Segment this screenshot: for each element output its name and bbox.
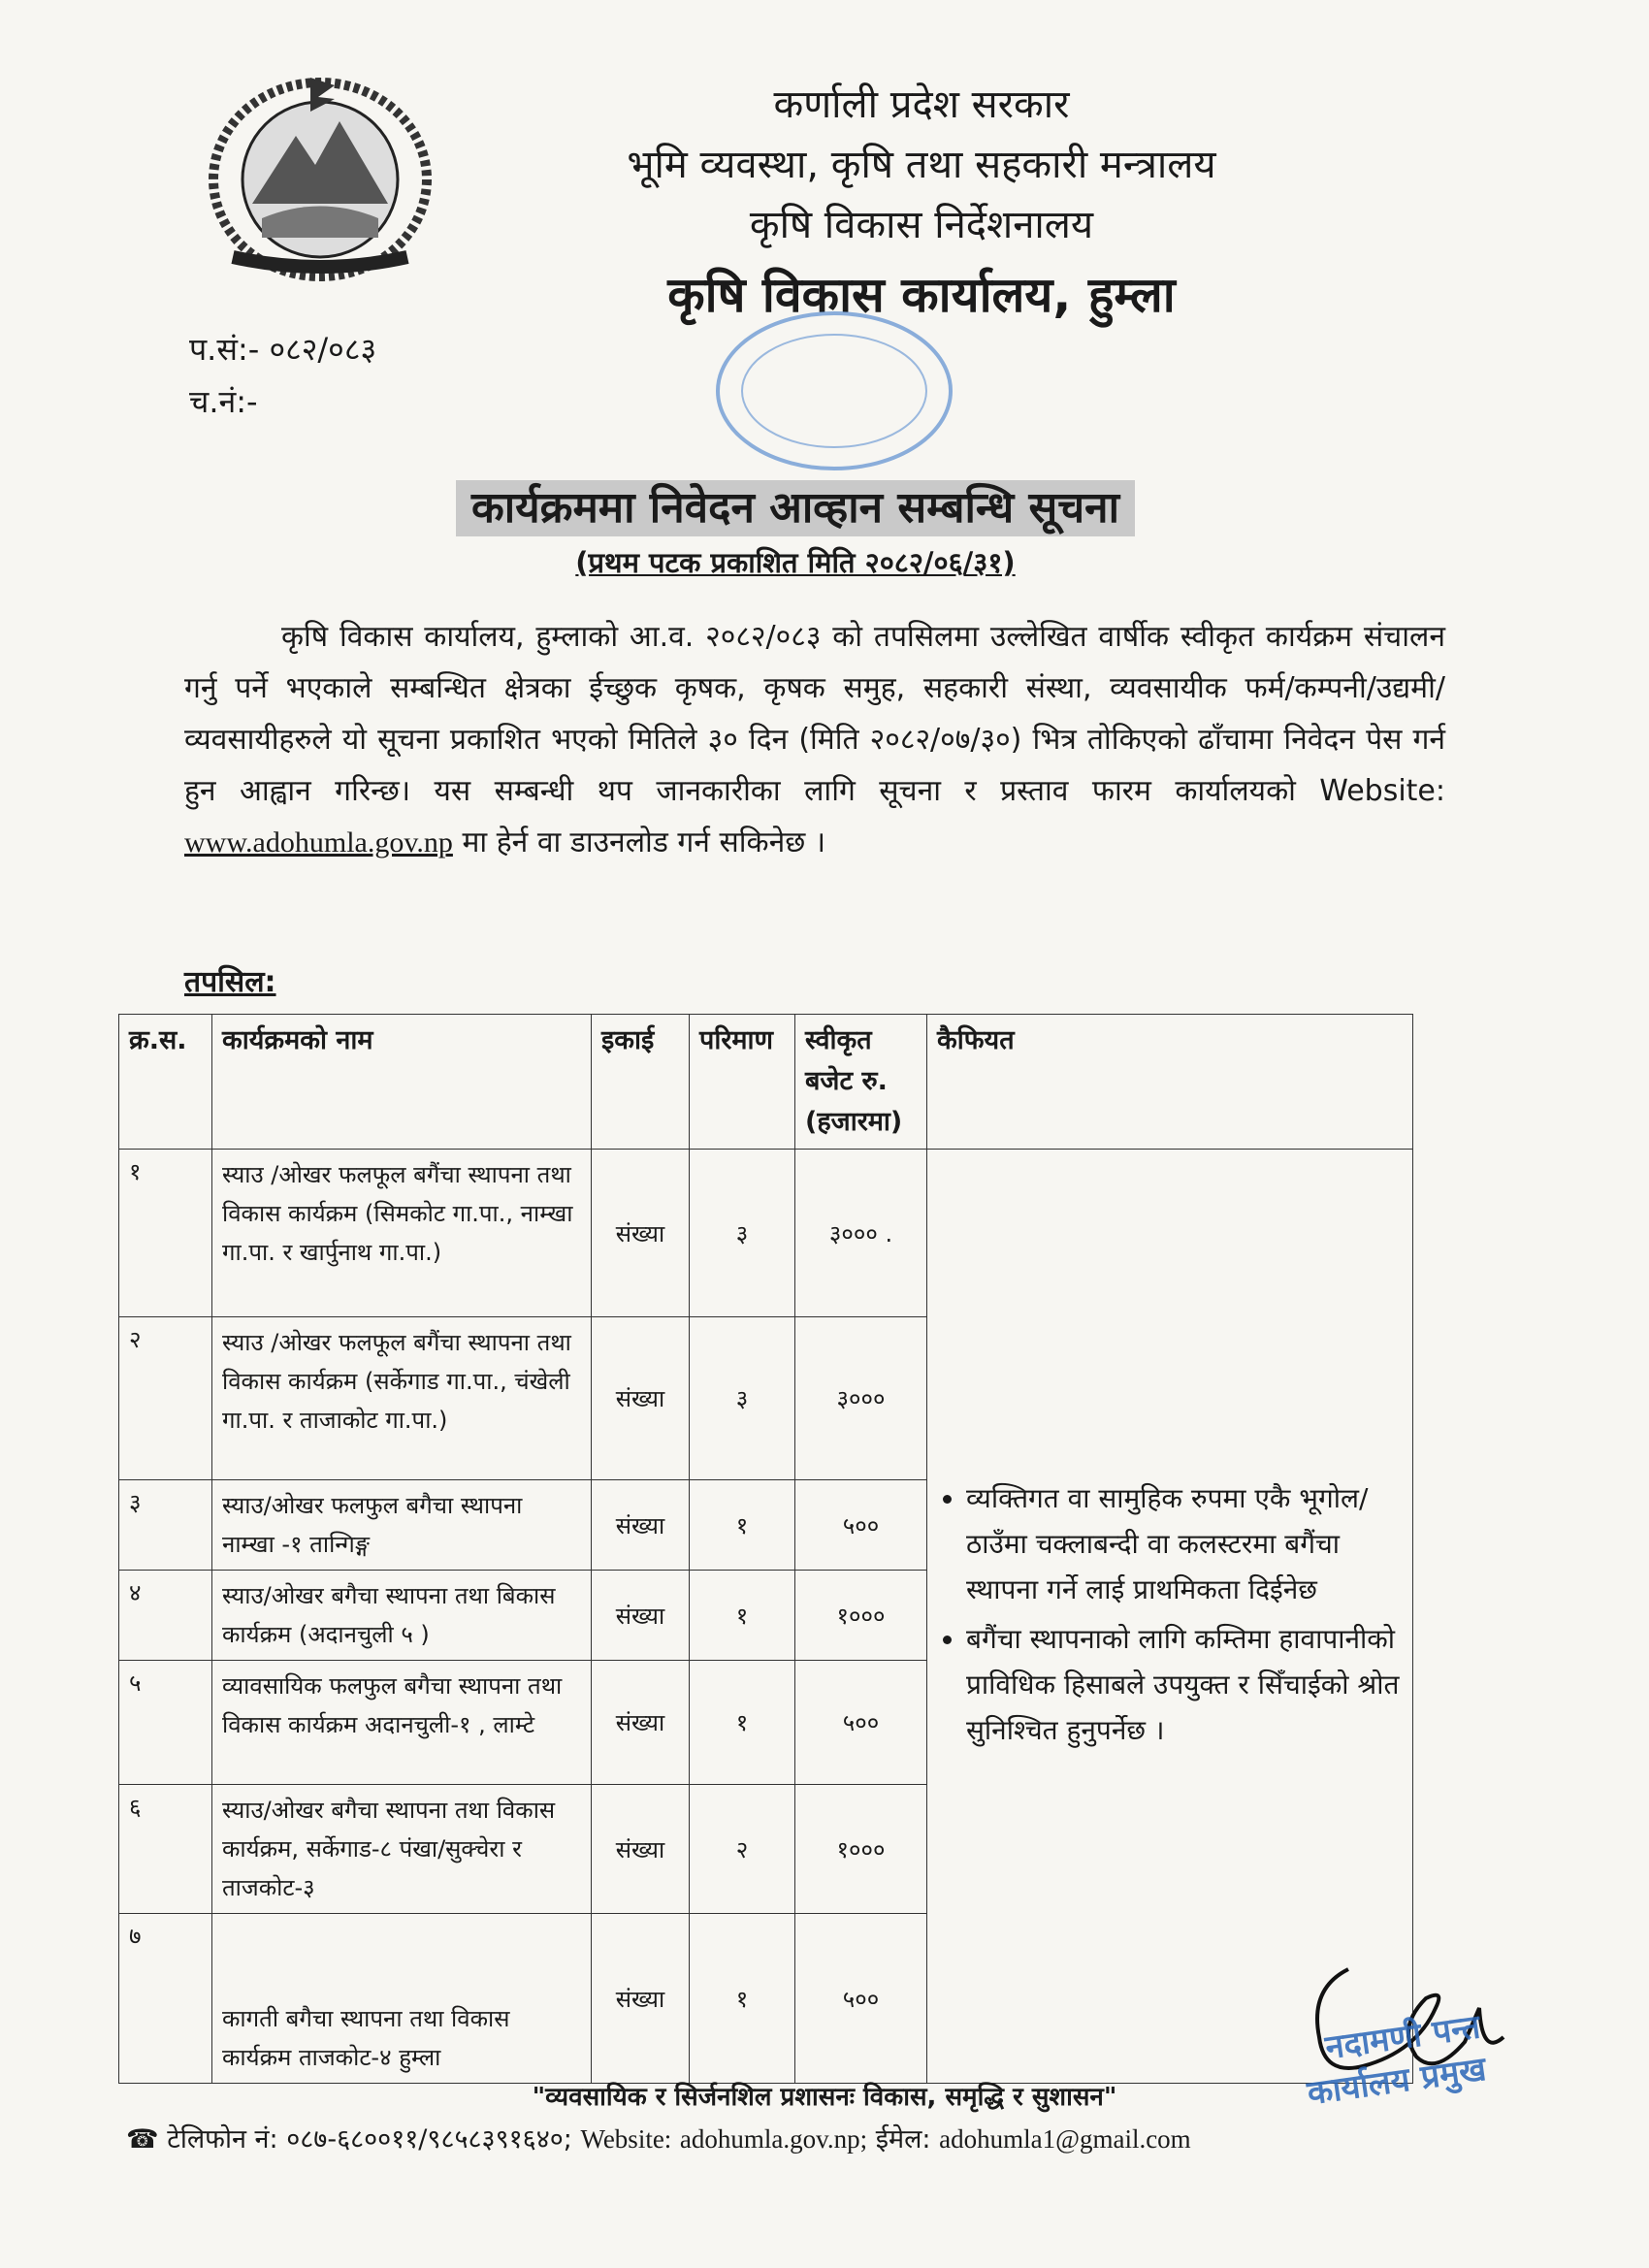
government-name: कर्णाली प्रदेश सरकार <box>773 82 1070 127</box>
row-name: व्यावसायिक फलफुल बगैचा स्थापना तथा विकास कार्यक्रम अदानचुली-१ , लाम्टे <box>212 1661 592 1785</box>
notice-body <box>184 611 1445 868</box>
row-budget: ३००० . <box>795 1150 927 1317</box>
row-qty: १ <box>690 1480 795 1571</box>
row-budget: ३००० <box>795 1317 927 1480</box>
row-budget: १००० <box>795 1571 927 1661</box>
row-name: कागती बगैचा स्थापना तथा विकास कार्यक्रम ताजकोट-४ हुम्ला <box>212 1914 592 2084</box>
row-budget: १००० <box>795 1785 927 1914</box>
row-unit: संख्या <box>592 1150 690 1317</box>
ministry-name: भूमि व्यवस्था, कृषि तथा सहकारी मन्त्रालय <box>627 143 1216 187</box>
officer-designation: कार्यालय प्रमुख <box>1305 2049 1489 2114</box>
col-name: कार्यक्रमको नाम <box>212 1015 592 1150</box>
row-qty: २ <box>690 1785 795 1914</box>
directorate-name: कृषि विकास निर्देशनालय <box>749 203 1094 247</box>
contact-line <box>126 2120 1191 2155</box>
row-sn: २ <box>119 1317 212 1480</box>
col-unit: इकाई <box>592 1015 690 1150</box>
program-table <box>118 1014 1413 2084</box>
row-unit: संख्या <box>592 1914 690 2084</box>
office-motto: "व्यवसायिक र सिर्जनशिल प्रशासनः विकास, समृद्धि र सुशासन" <box>532 2083 1117 2112</box>
remark-item: • व्यक्तिगत वा सामुहिक रुपमा एकै भूगोल/ठाउँमा चक्लाबन्दी वा कलस्टरमा बगैंचा स्थापना गर्ने लाई प्राथमिकता दिईनेछ <box>966 1475 1403 1612</box>
row-qty: ३ <box>690 1150 795 1317</box>
col-remarks: कैफियत <box>927 1015 1413 1150</box>
letter-number: प.सं:- ०८२/०८३ <box>189 331 377 368</box>
notice-title: कार्यक्रममा निवेदन आव्हान सम्बन्धि सूचना <box>456 480 1135 536</box>
remarks-cell <box>927 1150 1413 2084</box>
table-header-row <box>119 1015 1413 1150</box>
row-name: स्याउ/ओखर बगैचा स्थापना तथा विकास कार्यक्रम, सर्केगाड-८ पंखा/सुक्चेरा र ताजकोट-३ <box>212 1785 592 1914</box>
row-unit: संख्या <box>592 1571 690 1661</box>
row-unit: संख्या <box>592 1317 690 1480</box>
row-name: स्याउ /ओखर फलफूल बगैंचा स्थापना तथा विकास कार्यक्रम (सिमकोट गा.पा., नाम्खा गा.पा. र खार्पुनाथ गा.पा.) <box>212 1150 592 1317</box>
website-label: Website: <box>580 2124 672 2154</box>
row-qty: १ <box>690 1661 795 1785</box>
row-name: स्याउ/ओखर फलफुल बगैचा स्थापना नाम्खा -१ तान्गिङ्ग <box>212 1480 592 1571</box>
telephone-icon: ☎ <box>126 2124 159 2155</box>
office-stamp <box>708 306 960 475</box>
row-qty: १ <box>690 1571 795 1661</box>
website-link[interactable]: www.adohumla.gov.np <box>184 826 453 859</box>
row-budget: ५०० <box>795 1914 927 2084</box>
footer-email[interactable]: adohumla1@gmail.com <box>939 2124 1191 2154</box>
row-name: स्याउ/ओखर बगैचा स्थापना तथा बिकास कार्यक्रम (अदानचुली ५ ) <box>212 1571 592 1661</box>
row-name: स्याउ /ओखर फलफूल बगैंचा स्थापना तथा विकास कार्यक्रम (सर्केगाड गा.पा., चंखेली गा.पा. र ताजाकोट गा.पा.) <box>212 1317 592 1480</box>
col-budget: स्वीकृत बजेट रु. (हजारमा) <box>795 1015 927 1150</box>
officer-name: नदामणी पन्त <box>1322 2007 1483 2068</box>
phone-number: ०८७-६८००११/९८५८३९१६४०; <box>286 2124 572 2155</box>
tapsil-label: तपसिल: <box>184 965 276 999</box>
row-budget: ५०० <box>795 1480 927 1571</box>
col-sn: क्र.स. <box>119 1015 212 1150</box>
col-qty: परिमाण <box>690 1015 795 1150</box>
row-qty: १ <box>690 1914 795 2084</box>
footer-website[interactable]: adohumla.gov.np; <box>679 2124 868 2154</box>
office-name: कृषि विकास कार्यालय, हुम्ला <box>667 267 1176 323</box>
table-row <box>119 1150 1413 1317</box>
remark-item: • बगैंचा स्थापनाको लागि कम्तिमा हावापानीको प्राविधिक हिसाबले उपयुक्त र सिँचाईको श्रोत सुनिश्चित हुनुपर्नेछ । <box>966 1616 1403 1753</box>
row-unit: संख्या <box>592 1480 690 1571</box>
row-unit: संख्या <box>592 1785 690 1914</box>
row-qty: ३ <box>690 1317 795 1480</box>
row-sn: ७ <box>119 1914 212 2084</box>
row-sn: ५ <box>119 1661 212 1785</box>
row-sn: १ <box>119 1150 212 1317</box>
row-unit: संख्या <box>592 1661 690 1785</box>
notice-body-part1: कृषि विकास कार्यालय, हुम्लाको आ.व. २०८२/०८३ को तपसिलमा उल्लेखित वार्षीक स्वीकृत कार्यक्रम संचालन गर्नु पर्ने भएकाले सम्बन्धित क्षेत्रका ईच्छुक कृषक, कृषक समुह, सहकारी संस्था, व्यवसायीक फर्म/कम्पनी/उद्यमी/व्यवसायीहरुले यो सूचना प्रकाशित भएको मितिले ३० दिन (मिति २०८२/०७/३०) भित्र तोकिएको ढाँचामा निवेदन पेस गर्न हुन आह्वान गरिन्छ। यस सम्बन्धी थप जानकारीका लागि सूचना र प्रस्ताव फारम कार्यालयको Website: <box>184 620 1445 808</box>
row-sn: ६ <box>119 1785 212 1914</box>
notice-subtitle: (प्रथम पटक प्रकाशित मिति २०८२/०६/३१) <box>575 546 1016 579</box>
phone-label: टेलिफोन नं: <box>167 2124 278 2155</box>
email-label: ईमेल: <box>875 2124 931 2155</box>
row-sn: ३ <box>119 1480 212 1571</box>
dispatch-number: च.नं:- <box>189 383 258 420</box>
notice-body-part2: मा हेर्न वा डाउनलोड गर्न सकिनेछ । <box>462 826 826 859</box>
nepal-emblem-icon <box>194 58 446 291</box>
row-sn: ४ <box>119 1571 212 1661</box>
row-budget: ५०० <box>795 1661 927 1785</box>
